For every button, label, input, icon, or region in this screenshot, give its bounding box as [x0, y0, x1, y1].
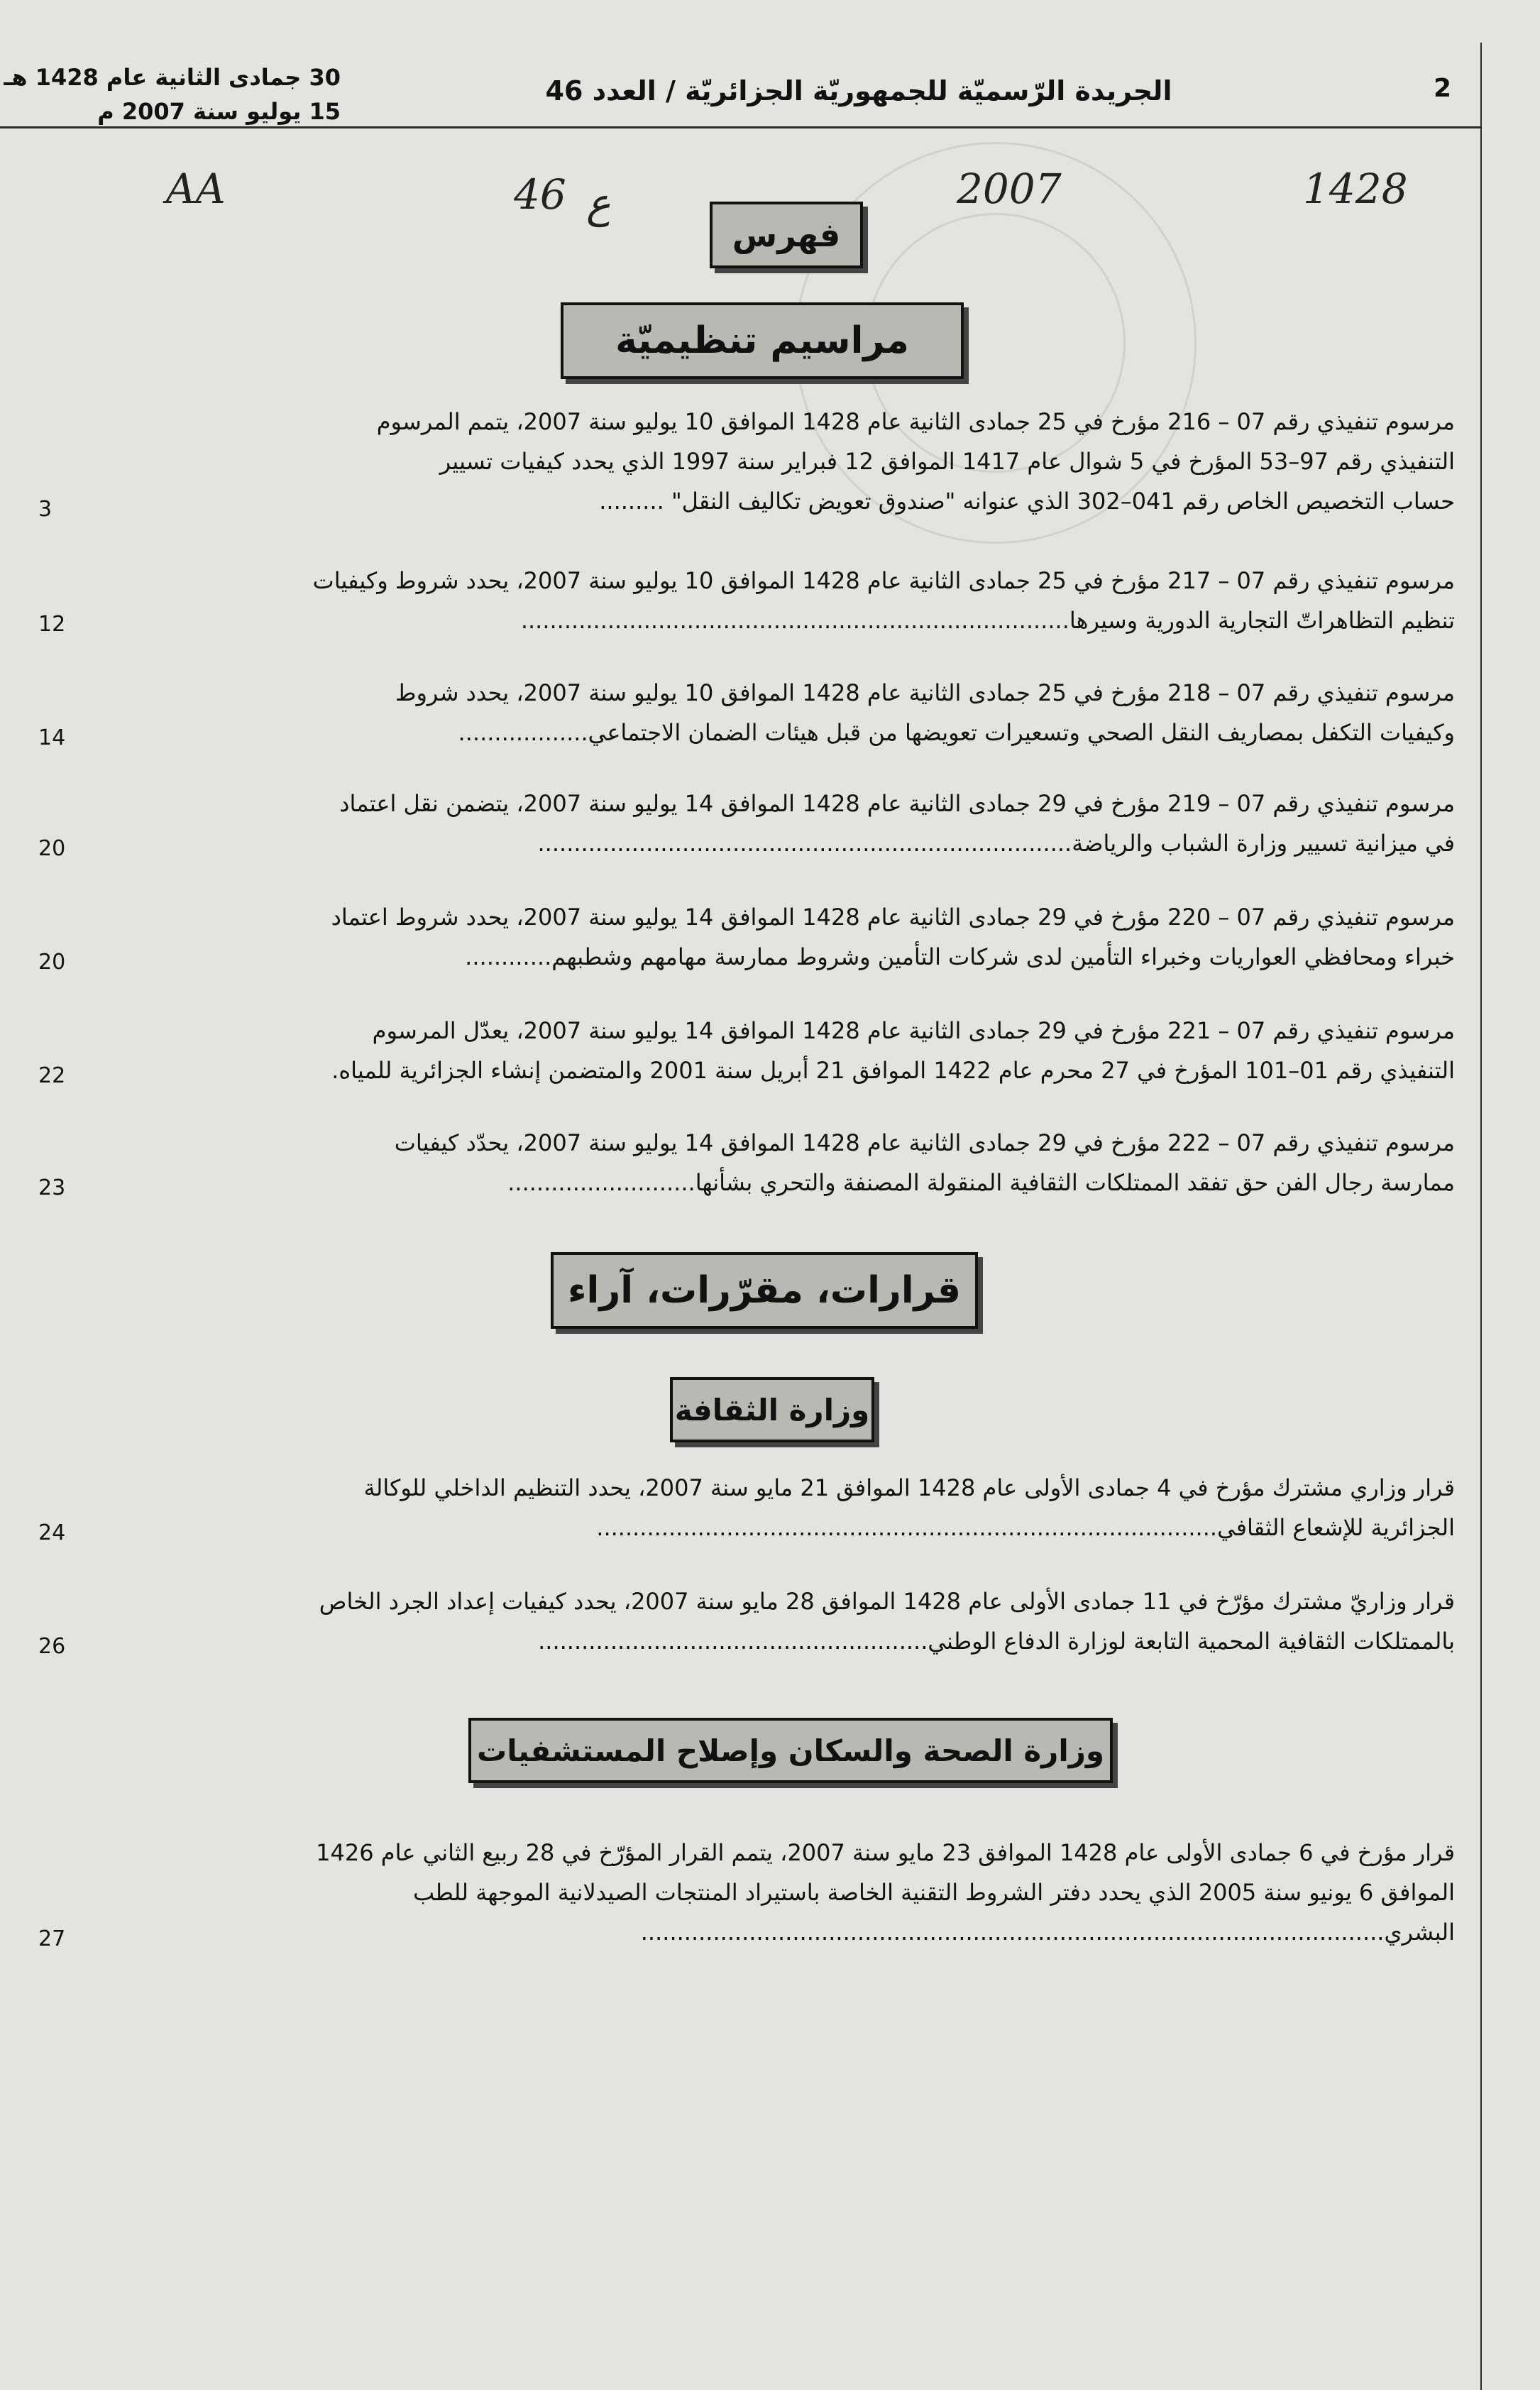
entry-line: الموافق 6 يونيو سنة 2005 الذي يحدد دفتر الشروط التقنية الخاصة باستيراد المنتجات الصيدلانية الموجهة للطب — [413, 1879, 1455, 1906]
page-border — [1480, 43, 1482, 2390]
handwritten-hijri-year: 1428 — [1303, 165, 1408, 213]
page-number: 2 — [1434, 74, 1452, 103]
entry-line: تنظيم التظاهراتّ التجارية الدورية وسيرها............................................................................ — [520, 607, 1455, 634]
subsection-heading-culture-text: وزارة الثقافة — [674, 1392, 870, 1427]
entry-line: التنفيذي رقم 97–53 المؤرخ في 5 شوال عام 1417 الموافق 12 فبراير سنة 1997 الذي يحدد كيفيات تسيير — [439, 448, 1455, 475]
toc-entry-217[interactable] — [64, 561, 1455, 640]
entry-line: مرسوم تنفيذي رقم 07 – 216 مؤرخ في 25 جمادى الثانية عام 1428 الموافق 10 يوليو سنة 2007، يتمم المرسوم — [376, 408, 1455, 435]
section-heading-decrees-text: مراسيم تنظيميّة — [615, 319, 909, 362]
entry-line: مرسوم تنفيذي رقم 07 – 222 مؤرخ في 29 جمادى الثانية عام 1428 الموافق 14 يوليو سنة 2007، يحدّد كيفيات — [394, 1129, 1455, 1156]
section-heading-decrees — [561, 302, 964, 379]
entry-page-number: 23 — [38, 1175, 66, 1200]
entry-page-number: 3 — [38, 497, 53, 522]
handwritten-issue: 46 — [514, 170, 566, 219]
entry-page-number: 24 — [38, 1520, 66, 1545]
entry-line: بالممتلكات الثقافية المحمية التابعة لوزارة الدفاع الوطني...................................................... — [538, 1628, 1455, 1655]
entry-line: قرار وزاري مشترك مؤرخ في 4 جمادى الأولى عام 1428 الموافق 21 مايو سنة 2007، يحدد التنظيم الداخلي للوكالة — [363, 1474, 1455, 1501]
entry-line: مرسوم تنفيذي رقم 07 – 221 مؤرخ في 29 جمادى الثانية عام 1428 الموافق 14 يوليو سنة 2007، يعدّل المرسوم — [372, 1017, 1455, 1044]
toc-entry-culture-2[interactable] — [64, 1582, 1455, 1661]
subsection-heading-health — [468, 1718, 1113, 1783]
toc-title-text: فهرس — [732, 216, 841, 254]
handwritten-page-ref: AA — [166, 165, 226, 213]
hijri-date: 30 جمادى الثانية عام 1428 هـ — [4, 64, 341, 91]
entry-line: الجزائرية للإشعاع الثقافي...................................................................................... — [596, 1514, 1455, 1541]
entry-line: ممارسة رجال الفن حق تفقد الممتلكات الثقافية المنقولة المصنفة والتحري بشأنها.......................... — [507, 1169, 1455, 1196]
entry-page-number: 14 — [38, 725, 66, 750]
entry-line: مرسوم تنفيذي رقم 07 – 218 مؤرخ في 25 جمادى الثانية عام 1428 الموافق 10 يوليو سنة 2007، يحدد شروط — [395, 679, 1455, 706]
toc-entry-222[interactable] — [64, 1123, 1455, 1202]
toc-entry-218[interactable] — [64, 673, 1455, 752]
toc-title — [710, 202, 863, 268]
entry-line: التنفيذي رقم 01–101 المؤرخ في 27 محرم عام 1422 الموافق 21 أبريل سنة 2001 والمتضمن إنشاء الجزائرية للمياه. — [331, 1057, 1455, 1084]
entry-line: في ميزانية تسيير وزارة الشباب والرياضة.......................................................................... — [537, 830, 1455, 857]
entry-line: مرسوم تنفيذي رقم 07 – 220 مؤرخ في 29 جمادى الثانية عام 1428 الموافق 14 يوليو سنة 2007، يحدد شروط اعتماد — [331, 904, 1455, 931]
gregorian-date: 15 يوليو سنة 2007 م — [97, 98, 341, 125]
entry-page-number: 26 — [38, 1634, 66, 1659]
entry-line: البشري....................................................................................................... — [640, 1919, 1455, 1946]
toc-entry-culture-1[interactable] — [64, 1468, 1455, 1547]
handwritten-year: 2007 — [957, 165, 1062, 213]
entry-line: خبراء ومحافظي العواريات وخبراء التأمين لدى شركات التأمين وشروط ممارسة مهامهم وشطبهم............ — [465, 943, 1455, 970]
subsection-heading-health-text: وزارة الصحة والسكان وإصلاح المستشفيات — [476, 1733, 1105, 1768]
entry-page-number: 12 — [38, 612, 66, 637]
entry-line: وكيفيات التكفل بمصاريف النقل الصحي وتسعيرات تعويضها من قبل هيئات الضمان الاجتماعي.................. — [458, 719, 1455, 746]
handwritten-issue-letter: ع — [586, 179, 611, 227]
toc-entry-220[interactable] — [64, 897, 1455, 977]
toc-entry-219[interactable] — [64, 784, 1455, 863]
toc-entry-221[interactable] — [64, 1011, 1455, 1090]
entry-line: حساب التخصيص الخاص رقم 041–302 الذي عنوانه "صندوق تعويض تكاليف النقل" ......... — [599, 488, 1455, 515]
journal-title: الجريدة الرّسميّة للجمهوريّة الجزائريّة / العدد 46 — [545, 75, 1172, 106]
toc-entry-216[interactable] — [64, 402, 1455, 521]
entry-page-number: 27 — [38, 1926, 66, 1951]
entry-line: مرسوم تنفيذي رقم 07 – 219 مؤرخ في 29 جمادى الثانية عام 1428 الموافق 14 يوليو سنة 2007، يتضمن نقل اعتماد — [339, 790, 1455, 817]
section-heading-decisions-text: قرارات، مقرّرات، آراء — [567, 1269, 962, 1312]
section-heading-decisions — [551, 1252, 978, 1329]
entry-line: مرسوم تنفيذي رقم 07 – 217 مؤرخ في 25 جمادى الثانية عام 1428 الموافق 10 يوليو سنة 2007، يحدد شروط وكيفيات — [312, 567, 1455, 594]
subsection-heading-culture — [670, 1377, 874, 1442]
entry-line: قرار مؤرخ في 6 جمادى الأولى عام 1428 الموافق 23 مايو سنة 2007، يتمم القرار المؤرّخ في 28 ربيع الثاني عام 1426 — [316, 1839, 1455, 1866]
entry-page-number: 22 — [38, 1063, 66, 1088]
entry-page-number: 20 — [38, 950, 66, 975]
entry-page-number: 20 — [38, 836, 66, 861]
entry-line: قرار وزاريّ مشترك مؤرّخ في 11 جمادى الأولى عام 1428 الموافق 28 مايو سنة 2007، يحدد كيفيات إعداد الجرد الخاص — [319, 1588, 1455, 1615]
header-rule — [0, 126, 1482, 128]
toc-entry-health-1[interactable] — [64, 1833, 1455, 1952]
